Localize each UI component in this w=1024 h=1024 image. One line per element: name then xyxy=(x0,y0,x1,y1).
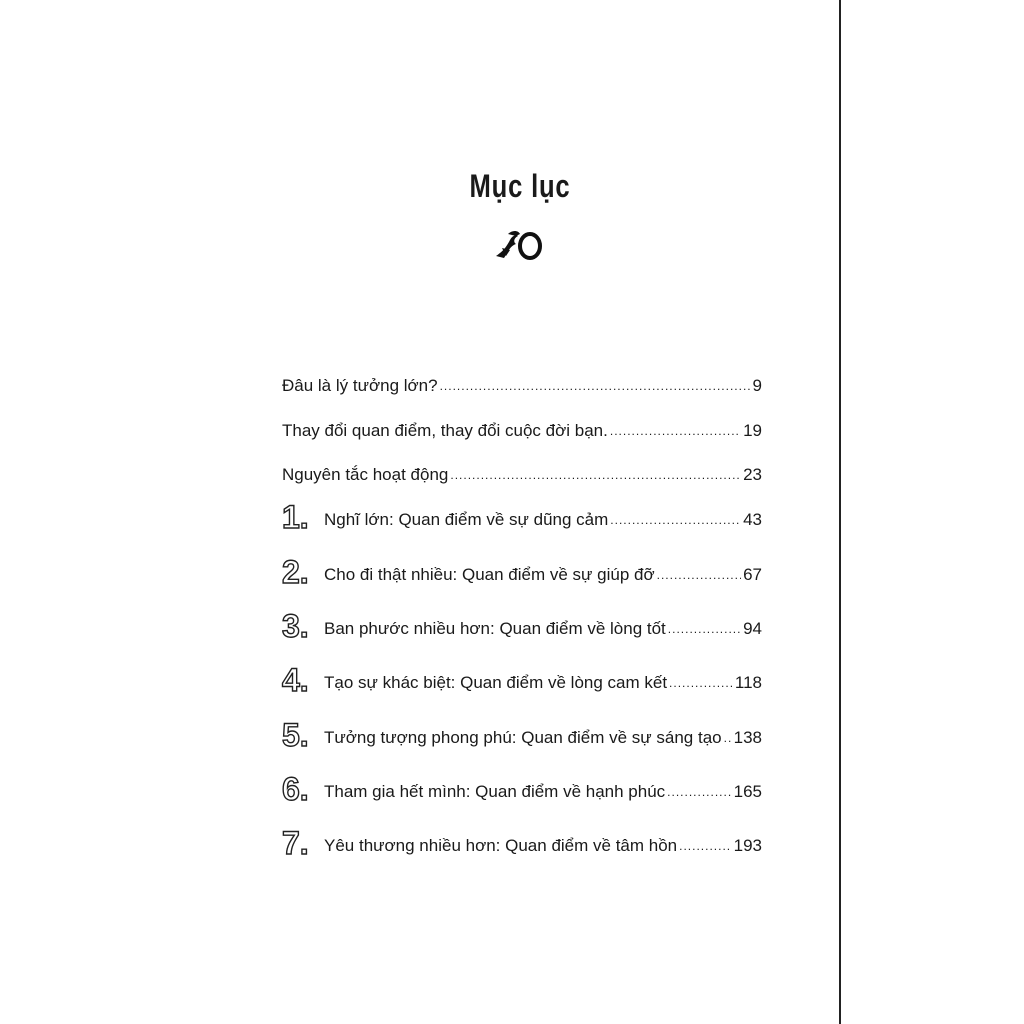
page-number: 94 xyxy=(743,619,762,638)
dot-leader xyxy=(610,510,741,530)
dot-leader xyxy=(610,421,741,441)
chapter-entry[interactable] xyxy=(282,825,762,861)
page-title: Mục lục xyxy=(469,168,571,204)
chapter-entry[interactable] xyxy=(282,554,762,590)
chapter-entry[interactable] xyxy=(282,717,762,753)
page-number: 19 xyxy=(743,421,762,440)
chapter-number: 7. xyxy=(282,825,309,861)
entry-title: Yêu thương nhiều hơn: Quan điểm về tâm hồn xyxy=(324,836,678,855)
page-edge-line xyxy=(839,0,841,1024)
entry-title: Tưởng tượng phong phú: Quan điểm về sự sáng tạo xyxy=(324,728,722,747)
chapter-number: 6. xyxy=(282,771,309,807)
dot-leader xyxy=(724,728,732,748)
toc-entry[interactable] xyxy=(282,415,762,441)
chapter-number: 5. xyxy=(282,717,309,753)
entry-title: Nguyên tắc hoạt động xyxy=(282,465,449,484)
page-number: 165 xyxy=(733,782,762,801)
page-number: 138 xyxy=(733,728,762,747)
ornament-icon xyxy=(494,226,544,262)
dot-leader xyxy=(669,673,733,693)
page-number: 193 xyxy=(733,836,762,855)
dot-leader xyxy=(667,782,731,802)
chapter-number: 1. xyxy=(282,499,309,535)
chapter-entry[interactable] xyxy=(282,608,762,644)
chapter-number: 3. xyxy=(282,608,309,644)
dot-leader xyxy=(440,376,751,396)
entry-title: Tham gia hết mình: Quan điểm về hạnh phúc xyxy=(324,782,666,801)
dot-leader xyxy=(657,565,741,585)
toc-entry[interactable] xyxy=(282,370,762,396)
dot-leader xyxy=(450,465,741,485)
chapter-entry[interactable] xyxy=(282,771,762,807)
page-number: 67 xyxy=(743,565,762,584)
entry-title: Ban phước nhiều hơn: Quan điểm về lòng tốt xyxy=(324,619,666,638)
dot-leader xyxy=(679,836,732,856)
entry-title: Nghĩ lớn: Quan điểm về sự dũng cảm xyxy=(324,510,609,529)
page-number: 9 xyxy=(752,376,762,395)
entry-title: Cho đi thật nhiều: Quan điểm về sự giúp đỡ xyxy=(324,565,655,584)
chapter-number: 2. xyxy=(282,554,309,590)
chapter-entry[interactable] xyxy=(282,662,762,698)
toc-entry[interactable] xyxy=(282,459,762,485)
page-number: 43 xyxy=(743,510,762,529)
chapter-entry[interactable] xyxy=(282,499,762,535)
page-number: 23 xyxy=(743,465,762,484)
dot-leader xyxy=(668,619,741,639)
entry-title: Đâu là lý tưởng lớn? xyxy=(282,376,438,395)
chapter-number: 4. xyxy=(282,662,309,698)
entry-title: Tạo sự khác biệt: Quan điểm về lòng cam kết xyxy=(324,673,668,692)
page-number: 118 xyxy=(734,673,762,692)
entry-title: Thay đổi quan điểm, thay đổi cuộc đời bạn. xyxy=(282,421,608,440)
